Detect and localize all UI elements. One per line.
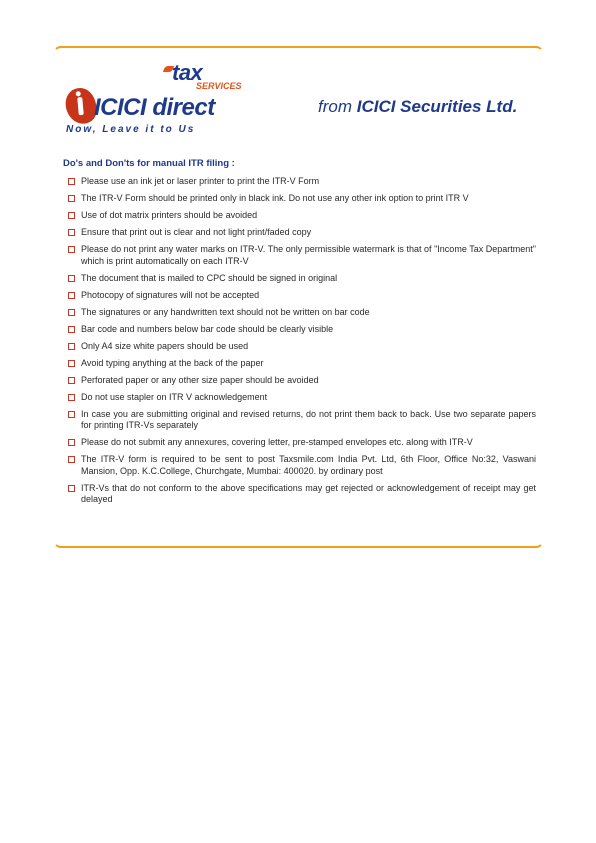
list-item: Please do not submit any annexures, covering letter, pre-stamped envelopes etc. along with ITR-V <box>68 437 536 449</box>
bullet-icon <box>68 229 75 236</box>
list-item: Avoid typing anything at the back of the paper <box>68 358 536 370</box>
list-item: Do not use stapler on ITR V acknowledgement <box>68 392 536 404</box>
bullet-icon <box>68 178 75 185</box>
list-item: Photocopy of signatures will not be accepted <box>68 290 536 302</box>
list-item: The signatures or any handwritten text should not be written on bar code <box>68 307 536 319</box>
list-item: In case you are submitting original and revised returns, do not print them back to back. Use two separate papers for printing ITR-Vs separately <box>68 409 536 432</box>
bullet-icon <box>68 343 75 350</box>
list-item: The ITR-V form is required to be sent to post Taxsmile.com India Pvt. Ltd, 6th Floor, Office No:32, Vaswani Mansion, Opp. K.C.College, Churchgate, Mumbai: 400020. by ordinary post <box>68 454 536 477</box>
list-item: The ITR-V Form should be printed only in black ink. Do not use any other ink option to print ITR V <box>68 193 536 205</box>
bullet-icon <box>68 212 75 219</box>
bullet-icon <box>68 456 75 463</box>
bullet-icon <box>68 292 75 299</box>
from-brand-line: from ICICI Securities Ltd. <box>318 97 518 116</box>
logo-tagline: Now, Leave it to Us <box>66 124 196 135</box>
bullet-icon <box>68 439 75 446</box>
list-item: The document that is mailed to CPC should be signed in original <box>68 273 536 285</box>
list-item: Only A4 size white papers should be used <box>68 341 536 353</box>
bullet-icon <box>68 377 75 384</box>
brand-name: ICICI Securities Ltd. <box>356 97 518 116</box>
bullet-icon <box>68 309 75 316</box>
list-item: Bar code and numbers below bar code should be clearly visible <box>68 324 536 336</box>
bullet-icon <box>68 275 75 282</box>
bullet-icon <box>68 326 75 333</box>
bullet-icon <box>68 360 75 367</box>
bullet-icon <box>68 394 75 401</box>
list-item: Please use an ink jet or laser printer to print the ITR-V Form <box>68 176 536 188</box>
section-heading: Do's and Don'ts for manual ITR filing : <box>63 158 235 169</box>
list-item: Perforated paper or any other size paper should be avoided <box>68 375 536 387</box>
dos-donts-list <box>68 176 536 511</box>
list-item: ITR-Vs that do not conform to the above specifications may get rejected or acknowledgement of receipt may get delayed <box>68 483 536 506</box>
bullet-icon <box>68 246 75 253</box>
logo-direct-word: direct <box>152 94 215 121</box>
logo-icici-word: ICICI direct <box>94 94 215 121</box>
list-item: Use of dot matrix printers should be avoided <box>68 210 536 222</box>
logo-services-word: SERVICES <box>196 81 242 91</box>
bullet-icon <box>68 411 75 418</box>
logo-tax-word: tax <box>172 60 203 85</box>
list-item: Ensure that print out is clear and not light print/faded copy <box>68 227 536 239</box>
icici-direct-logo <box>64 60 264 140</box>
list-item: Please do not print any water marks on ITR-V. The only permissible watermark is that of "Income Tax Department" which is print automatically on each ITR-V <box>68 244 536 267</box>
bullet-icon <box>68 195 75 202</box>
bullet-icon <box>68 485 75 492</box>
